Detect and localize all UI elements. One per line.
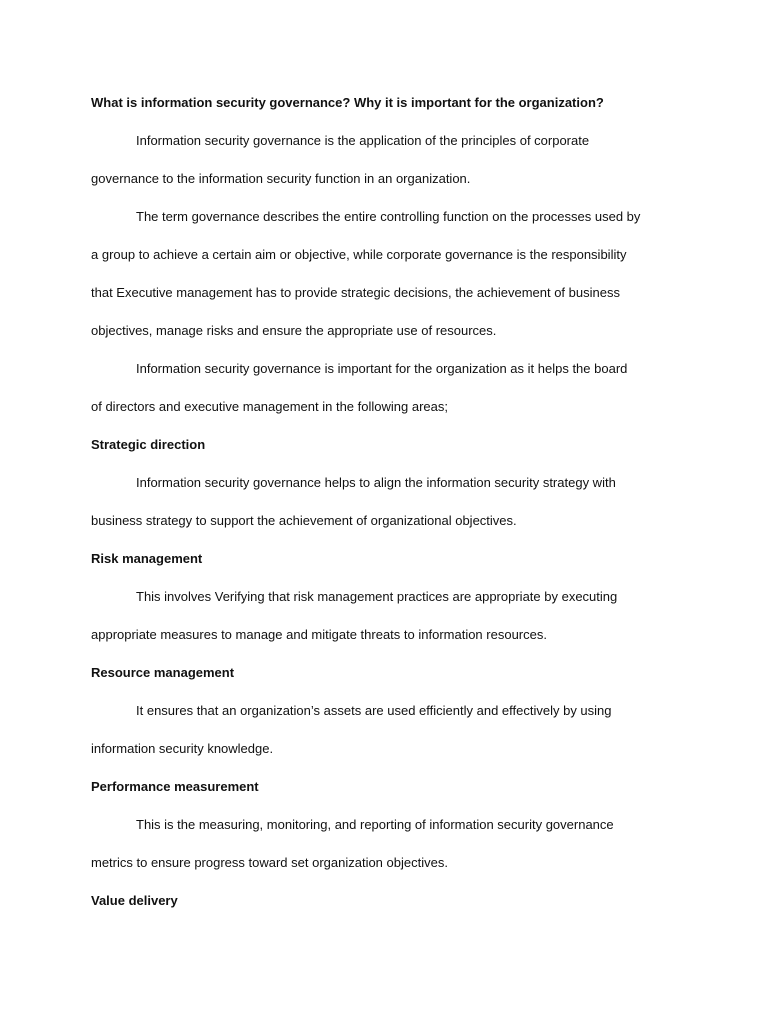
section-heading-strategic-direction: Strategic direction <box>91 437 206 452</box>
resource-management-line-2: information security knowledge. <box>91 741 274 756</box>
risk-management-line-1: This involves Verifying that risk management practices are appropriate by executing <box>136 589 618 604</box>
intro-paragraph-3-line-2: of directors and executive management in the following areas; <box>91 399 448 414</box>
section-heading-risk-management: Risk management <box>91 551 203 566</box>
performance-measurement-line-2: metrics to ensure progress toward set organization objectives. <box>91 855 448 870</box>
section-heading-resource-management: Resource management <box>91 665 235 680</box>
intro-paragraph-1-line-2: governance to the information security function in an organization. <box>91 171 471 186</box>
section-heading-value-delivery: Value delivery <box>91 893 178 908</box>
intro-paragraph-1-line-1: Information security governance is the application of the principles of corporate <box>136 133 590 148</box>
intro-paragraph-3-line-1: Information security governance is important for the organization as it helps the board <box>136 361 628 376</box>
resource-management-line-1: It ensures that an organization’s assets are used efficiently and effectively by using <box>136 703 612 718</box>
performance-measurement-line-1: This is the measuring, monitoring, and reporting of information security governance <box>136 817 614 832</box>
question-heading: What is information security governance? Why it is important for the organization? <box>91 95 604 110</box>
strategic-direction-line-2: business strategy to support the achievement of organizational objectives. <box>91 513 517 528</box>
intro-paragraph-2-line-2: a group to achieve a certain aim or objective, while corporate governance is the responsibility <box>91 247 627 262</box>
document-body <box>91 90 681 926</box>
strategic-direction-line-1: Information security governance helps to align the information security strategy with <box>136 475 616 490</box>
intro-paragraph-2-line-1: The term governance describes the entire controlling function on the processes used by <box>136 209 641 224</box>
intro-paragraph-2-line-4: objectives, manage risks and ensure the appropriate use of resources. <box>91 323 497 338</box>
section-heading-performance-measurement: Performance measurement <box>91 779 259 794</box>
intro-paragraph-2-line-3: that Executive management has to provide strategic decisions, the achievement of business <box>91 285 620 300</box>
risk-management-line-2: appropriate measures to manage and mitigate threats to information resources. <box>91 627 547 642</box>
